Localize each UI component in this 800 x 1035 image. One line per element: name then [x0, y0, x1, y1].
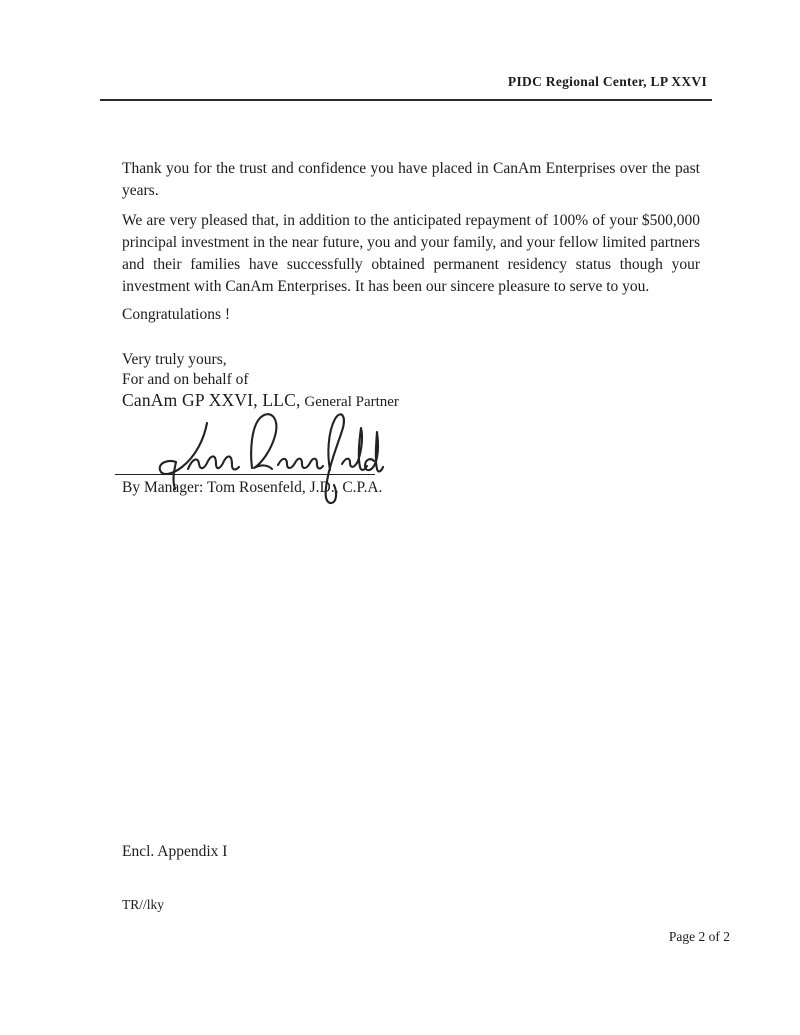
paragraph-repayment: We are very pleased that, in addition to the anticipated repayment of 100% of your $500,000 principal investment in the near future, you and your family, and your fellow limited partners and their families have successfully obtained permanent residency status though your investment with CanAm Enterprises. It has been our sincere pleasure to serve to you.: [122, 212, 700, 295]
paragraph-thank-you: Thank you for the trust and confidence you have placed in CanAm Enterprises over the past years.: [122, 160, 700, 199]
reference-initials: TR//lky: [122, 897, 165, 912]
header-title: PIDC Regional Center, LP XXVI: [507, 74, 707, 89]
closing-on-behalf: For and on behalf of: [122, 371, 249, 388]
enclosure-line: Encl. Appendix I: [122, 843, 228, 860]
header-rule: [100, 99, 712, 101]
signed-by-line: By Manager: Tom Rosenfeld, J.D., C.P.A.: [122, 479, 383, 496]
closing-company-role: General Partner: [300, 394, 399, 410]
page-number: Page 2 of 2: [668, 929, 730, 944]
closing-company-name: CanAm GP XXVI, LLC,: [122, 390, 301, 410]
congratulations-line: Congratulations !: [122, 306, 231, 323]
closing-block: [122, 350, 399, 412]
signature-line: [115, 474, 375, 475]
closing-very-truly: Very truly yours,: [122, 351, 227, 368]
